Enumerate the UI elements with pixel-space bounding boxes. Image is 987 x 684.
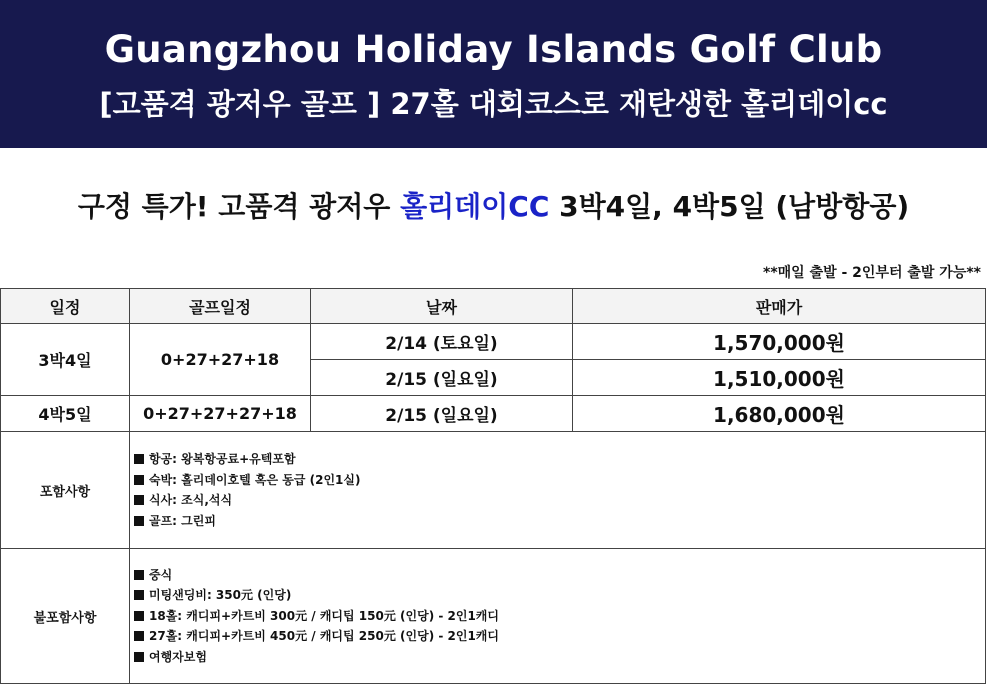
price-table [0,288,986,684]
promo-headline [0,185,987,225]
included-label: 포함사항 [1,432,130,549]
excluded-label: 불포함사항 [1,549,130,684]
list-item: 미팅샌딩비: 350元 (인당) [134,585,985,606]
col-header-golf: 골프일정 [130,289,311,324]
list-item: 식사: 조식,석식 [134,490,985,511]
club-subtitle: [고품격 광저우 골프 ] 27홀 대회코스로 재탄생한 홀리데이cc [99,87,888,121]
col-header-date: 날짜 [311,289,573,324]
bullet-square-icon [134,454,144,464]
list-item: 숙박: 홀리데이호텔 혹은 동급 (2인1실) [134,470,985,491]
bullet-square-icon [134,516,144,526]
date-cell: 2/15 (일요일) [311,360,573,396]
excluded-row [1,549,986,684]
price-cell: 1,680,000원 [573,396,986,432]
bullet-square-icon [134,495,144,505]
headline-highlight: 홀리데이CC [400,190,550,223]
headline-prefix: 구정 특가! 고품격 광저우 [77,190,401,223]
list-item: 18홀: 캐디피+카트비 300元 / 캐디팁 150元 (인당) - 2인1캐디 [134,606,985,627]
bullet-square-icon [134,570,144,580]
bullet-square-icon [134,475,144,485]
date-cell: 2/15 (일요일) [311,396,573,432]
included-row [1,432,986,549]
list-item: 중식 [134,565,985,586]
excluded-list [130,549,986,684]
table-row [1,396,986,432]
days-cell: 4박5일 [1,396,130,432]
bullet-square-icon [134,631,144,641]
club-title: Guangzhou Holiday Islands Golf Club [104,28,883,71]
bullet-square-icon [134,590,144,600]
departure-note: **매일 출발 - 2인부터 출발 가능** [763,265,981,281]
golf-cell: 0+27+27+18 [130,324,311,396]
days-cell: 3박4일 [1,324,130,396]
table-header-row [1,289,986,324]
header-banner [0,0,987,148]
bullet-square-icon [134,652,144,662]
table-row [1,324,986,360]
price-cell: 1,570,000원 [573,324,986,360]
col-header-price: 판매가 [573,289,986,324]
price-cell: 1,510,000원 [573,360,986,396]
bullet-square-icon [134,611,144,621]
included-list [130,432,986,549]
golf-cell: 0+27+27+27+18 [130,396,311,432]
list-item: 골프: 그린피 [134,511,985,532]
list-item: 여행자보험 [134,647,985,668]
list-item: 항공: 왕복항공료+유텍포함 [134,449,985,470]
list-item: 27홀: 캐디피+카트비 450元 / 캐디팁 250元 (인당) - 2인1캐디 [134,626,985,647]
date-cell: 2/14 (토요일) [311,324,573,360]
col-header-schedule: 일정 [1,289,130,324]
headline-suffix: 3박4일, 4박5일 (남방항공) [549,190,910,223]
